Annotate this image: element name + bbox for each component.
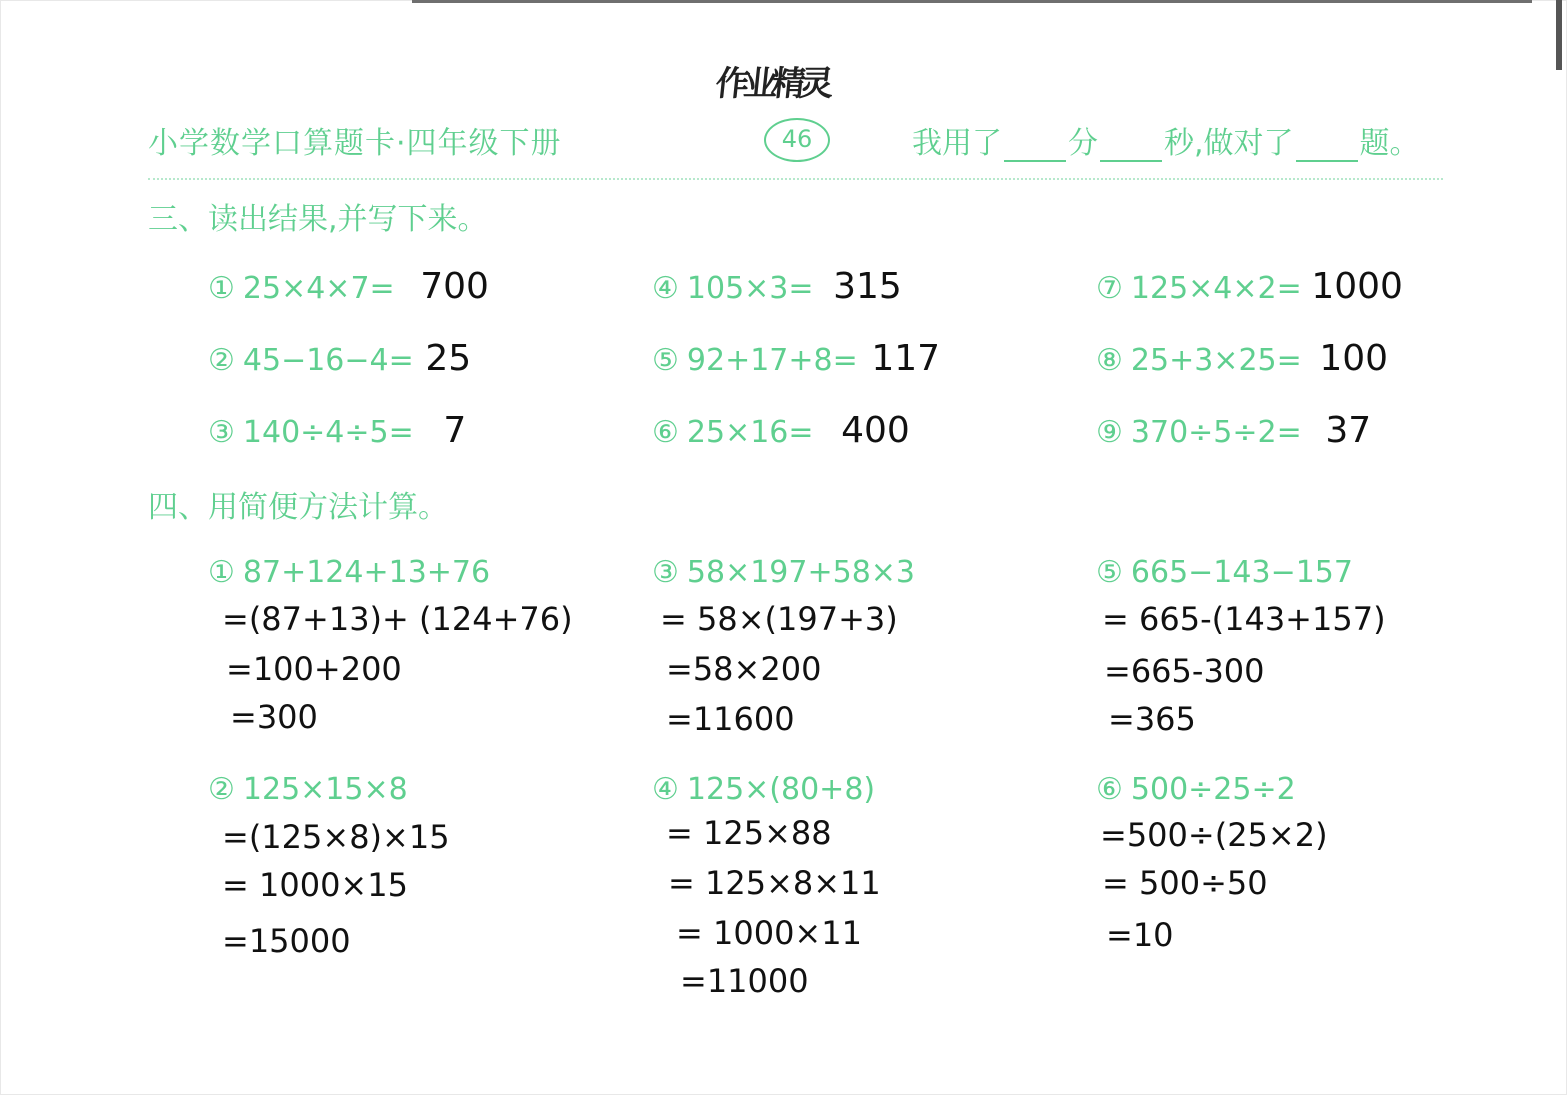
problem-expression: 87+124+13+76 xyxy=(242,555,491,590)
problem-expression: 25+3×25= xyxy=(1130,343,1302,378)
page-number: 46 xyxy=(764,118,830,162)
correct-count-blank xyxy=(1296,134,1358,162)
handwritten-answer: 25 xyxy=(425,338,472,379)
solution-step: =100+200 xyxy=(226,650,402,688)
handwritten-signature: 作业精灵 xyxy=(713,64,830,104)
problem-expression: 105×3= xyxy=(686,271,814,306)
time-suffix: 题。 xyxy=(1359,126,1420,161)
section4-title: 四、用简便方法计算。 xyxy=(148,490,448,525)
solution-step: =365 xyxy=(1108,700,1196,738)
header-divider xyxy=(148,178,1443,180)
handwritten-answer: 700 xyxy=(420,266,489,307)
s4-problem-1 xyxy=(208,555,490,590)
problem-number: ⑨ xyxy=(1096,415,1123,450)
s4-problem-4 xyxy=(652,772,875,807)
problem-number: ⑦ xyxy=(1096,271,1123,306)
solution-step: =10 xyxy=(1106,916,1174,954)
problem-expression: 665−143−157 xyxy=(1130,555,1353,590)
solution-step: = 665-(143+157) xyxy=(1102,600,1386,638)
problem-expression: 25×16= xyxy=(686,415,814,450)
s3-problem-3 xyxy=(208,410,467,451)
solution-step: =11600 xyxy=(666,700,795,738)
s3-problem-8 xyxy=(1096,338,1389,379)
s3-problem-9 xyxy=(1096,410,1372,451)
handwritten-answer: 117 xyxy=(871,338,941,379)
s4-problem-5 xyxy=(1096,555,1353,590)
solution-step: = 58×(197+3) xyxy=(660,600,898,638)
solution-step: = 500÷50 xyxy=(1102,864,1268,902)
problem-number: ③ xyxy=(208,415,235,450)
solution-step: =(87+13)+ (124+76) xyxy=(222,600,573,638)
solution-step: =(125×8)×15 xyxy=(222,818,450,856)
problem-expression: 125×(80+8) xyxy=(686,772,876,807)
problem-number: ⑤ xyxy=(1096,555,1123,590)
handwritten-answer: 100 xyxy=(1319,338,1389,379)
seconds-blank xyxy=(1100,134,1162,162)
solution-step: = 125×88 xyxy=(666,814,832,852)
s3-problem-1 xyxy=(208,266,489,307)
s4-problem-3 xyxy=(652,555,915,590)
solution-step: =58×200 xyxy=(666,650,822,688)
problem-number: ② xyxy=(208,772,235,807)
problem-expression: 92+17+8= xyxy=(686,343,858,378)
minutes-blank xyxy=(1004,134,1066,162)
problem-number: ② xyxy=(208,343,235,378)
problem-expression: 370÷5÷2= xyxy=(1130,415,1302,450)
problem-expression: 45−16−4= xyxy=(242,343,414,378)
handwritten-answer: 37 xyxy=(1325,410,1372,451)
problem-expression: 500÷25÷2 xyxy=(1130,772,1296,807)
s3-problem-2 xyxy=(208,338,472,379)
problem-expression: 25×4×7= xyxy=(242,271,395,306)
time-prefix: 我用了 xyxy=(912,126,1002,161)
handwritten-answer: 1000 xyxy=(1311,266,1403,307)
problem-number: ④ xyxy=(652,772,679,807)
solution-step: = 1000×15 xyxy=(222,866,408,904)
handwritten-answer: 400 xyxy=(841,410,910,451)
problem-number: ⑥ xyxy=(652,415,679,450)
solution-step: =300 xyxy=(230,698,318,736)
problem-number: ⑤ xyxy=(652,343,679,378)
problem-number: ③ xyxy=(652,555,679,590)
solution-step: = 125×8×11 xyxy=(668,864,881,902)
problem-expression: 58×197+58×3 xyxy=(686,555,916,590)
book-title: 小学数学口算题卡·四年级下册 xyxy=(148,126,562,161)
solution-step: =11000 xyxy=(680,962,809,1000)
problem-number: ④ xyxy=(652,271,679,306)
problem-number: ⑧ xyxy=(1096,343,1123,378)
scan-edge-right xyxy=(1556,0,1562,70)
s3-problem-4 xyxy=(652,266,902,307)
solution-step: =500÷(25×2) xyxy=(1100,816,1328,854)
problem-number: ① xyxy=(208,271,235,306)
problem-expression: 125×4×2= xyxy=(1130,271,1302,306)
s3-problem-7 xyxy=(1096,266,1403,307)
s3-problem-6 xyxy=(652,410,910,451)
handwritten-answer: 7 xyxy=(443,410,467,451)
time-sec-label: 秒,做对了 xyxy=(1164,126,1294,161)
handwritten-answer: 315 xyxy=(833,266,902,307)
s4-problem-2 xyxy=(208,772,408,807)
solution-step: =15000 xyxy=(222,922,351,960)
s4-problem-6 xyxy=(1096,772,1296,807)
problem-expression: 125×15×8 xyxy=(242,772,408,807)
problem-expression: 140÷4÷5= xyxy=(242,415,414,450)
solution-step: = 1000×11 xyxy=(676,914,862,952)
problem-number: ① xyxy=(208,555,235,590)
time-min-label: 分 xyxy=(1068,126,1098,161)
s3-problem-5 xyxy=(652,338,941,379)
scan-edge-top xyxy=(412,0,1532,3)
problem-number: ⑥ xyxy=(1096,772,1123,807)
section3-title: 三、读出结果,并写下来。 xyxy=(148,202,488,237)
time-record-line xyxy=(912,118,1420,162)
solution-step: =665-300 xyxy=(1104,652,1265,690)
